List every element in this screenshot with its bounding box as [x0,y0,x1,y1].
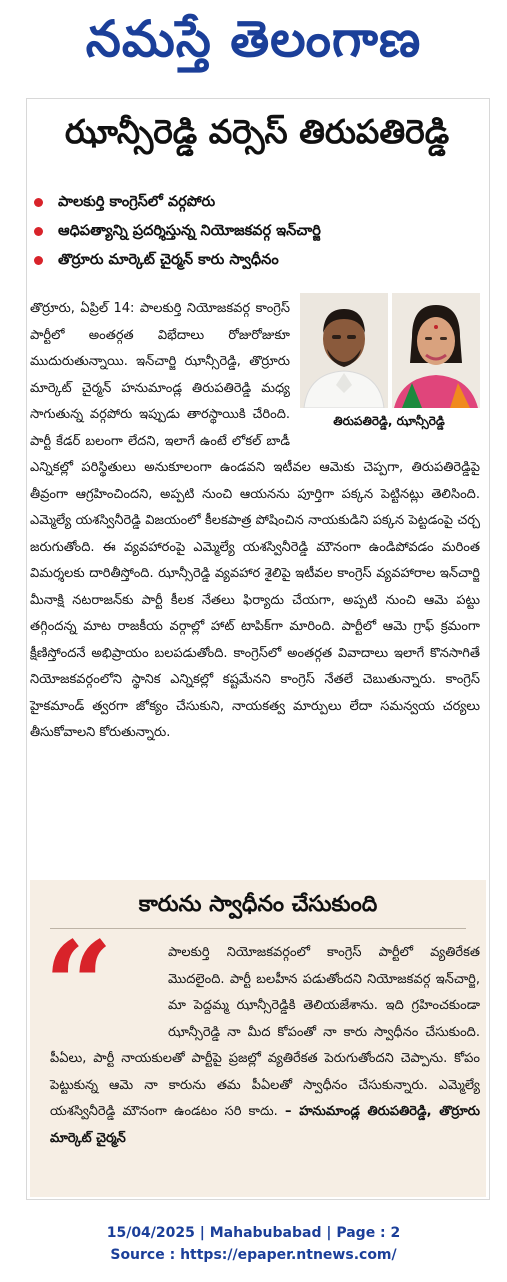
article-headline: ఝాన్సీరెడ్డి వర్సెస్ తిరుపతిరెడ్డి [64,112,450,151]
quote-title: కారును స్వాధీనం చేసుకుంది [138,892,378,917]
photo-jhansireddy [392,293,480,408]
quote-body [50,940,480,1152]
bullet-dot-icon [34,256,43,265]
quote-mark-spacer [50,940,168,1044]
man-portrait-icon [300,293,388,408]
quote-text: పాలకుర్తి నియోజకవర్గంలో కాంగ్రెస్ పార్టీలో వ్యతిరేకత మొదలైంది. పార్టీ బలహీన పడుతోందని నియోజకవర్గ ఇన్‌చార్జి, మా పెద్దమ్మ ఝాన్సీరెడ్డికి తెలియజేశాను. ఇది గ్రహించకుండా ఝాన్సీరెడ్డి నా మీద కోపంతో నా కారు స్వాధీనం చేసుకుంది. పీఏలు, పార్టీ నాయకులతో పార్టీపై ప్రజల్లో వ్యతిరేకత పెరుగుతోందని చెప్పాను. కోపం పెట్టుకున్న ఆమె నా కారును తమ పీఏలతో స్వాధీనం చేసుకున్నారు. ఎమ్మెల్యే యశస్వినీరెడ్డి మౌనంగా ఉండటం సరి కాదు. [50,945,480,1119]
masthead-title: నమస్తే తెలంగాణ [85,10,422,68]
page-footer [0,1222,507,1266]
quote-attribution: – హనుమాండ్ల తిరుపతిరెడ్డి, తొర్రూరు మార్కెట్ చైర్మన్ [50,1104,480,1146]
bullet-dot-icon [34,227,43,236]
subheading-item: పాలకుర్తి కాంగ్రెస్‌లో వర్గపోరు [30,188,480,217]
quote-box [30,880,486,1197]
article-body-text: తొర్రూరు, ఏప్రిల్ 14: పాలకుర్తి నియోజకవర్గ కాంగ్రెస్ పార్టీలో అంతర్గత విభేదాలు రోజురోజుకూ ముదురుతున్నాయి. ఇన్‌చార్జి ఝాన్సీరెడ్డి, తొర్రూరు మార్కెట్ చైర్మన్ హనుమాండ్ల తిరుపతిరెడ్డి మధ్య సాగుతున్న వర్గపోరు ఇప్పుడు తారస్థాయికి చేరింది. పార్టీ కేడర్ బలంగా లేదని, ఇలాగే ఉంటే లోకల్ బాడీ ఎన్నికల్లో పరిస్థితులు అనుకూలంగా ఉండవని ఇటీవల ఆమెకు చెప్పగా, తిరుపతిరెడ్డిపై తీవ్రంగా ఆగ్రహించిందని, అప్పటి నుంచి ఆయనను పూర్తిగా పక్కన పెట్టినట్లు తెలిసింది. ఎమ్మెల్యే యశస్వినీరెడ్డి విజయంలో కీలకపాత్ర పోషించిన నాయకుడిని పక్కన పెట్టడంపై చర్చ జరుగుతోంది. ఈ వ్యవహారంపై ఎమ్మెల్యే యశస్వినీరెడ్డి మౌనంగా ఉండిపోవడం మరింత విమర్శలకు దారితీస్తోంది. ఝాన్సీరెడ్డి వ్యవహార శైలిపై ఇటీవల కాంగ్రెస్ వ్యవహారాల ఇన్‌చార్జి మీనాక్షి నటరాజన్‌కు పార్టీ కీలక నేతలు ఫిర్యాదు చేయగా, అప్పటి నుంచి ఆమె పట్టు తగ్గిందన్న మాట రాజకీయ వర్గాల్లో హాట్ టాపిక్‌గా మారింది. పార్టీలో ఆమె గ్రాఫ్ క్రమంగా క్షీణిస్తోందనే అభిప్రాయం బలపడుతోంది. కాంగ్రెస్‌లో అంతర్గత వివాదాలు ఇలాగే కొనసాగితే నియోజకవర్గంలోని స్థానిక ఎన్నికల్లో కష్టమేనని కాంగ్రెస్ నేతలే చెబుతున్నారు. కాంగ్రెస్ హైకమాండ్ త్వరగా జోక్యం చేసుకుని, నాయకత్వ మార్పులు లేదా సమన్వయ చర్యలు తీసుకోవాలని కోరుతున్నారు. [30,301,480,740]
footer-source: Source : https://epaper.ntnews.com/ [110,1247,397,1263]
subheading-item: తొర్రూరు మార్కెట్ చైర్మన్ కారు స్వాధీనం [30,246,480,275]
bullet-dot-icon [34,198,43,207]
photo-block [296,293,482,443]
woman-portrait-icon [392,293,480,408]
photo-caption: తిరుపతిరెడ్డి, ఝాన్సీరెడ్డి [333,414,445,428]
photo-tirupathireddy [300,293,388,408]
newspaper-masthead [0,0,507,84]
footer-date-edition: 15/04/2025 | Mahabubabad | Page : 2 [106,1225,401,1241]
subheading-list [30,188,480,275]
quote-mark-icon: “ [44,915,114,1056]
subheading-item: ఆధిపత్యాన్ని ప్రదర్శిస్తున్న నియోజకవర్గ ఇన్‌చార్జి [30,217,480,246]
